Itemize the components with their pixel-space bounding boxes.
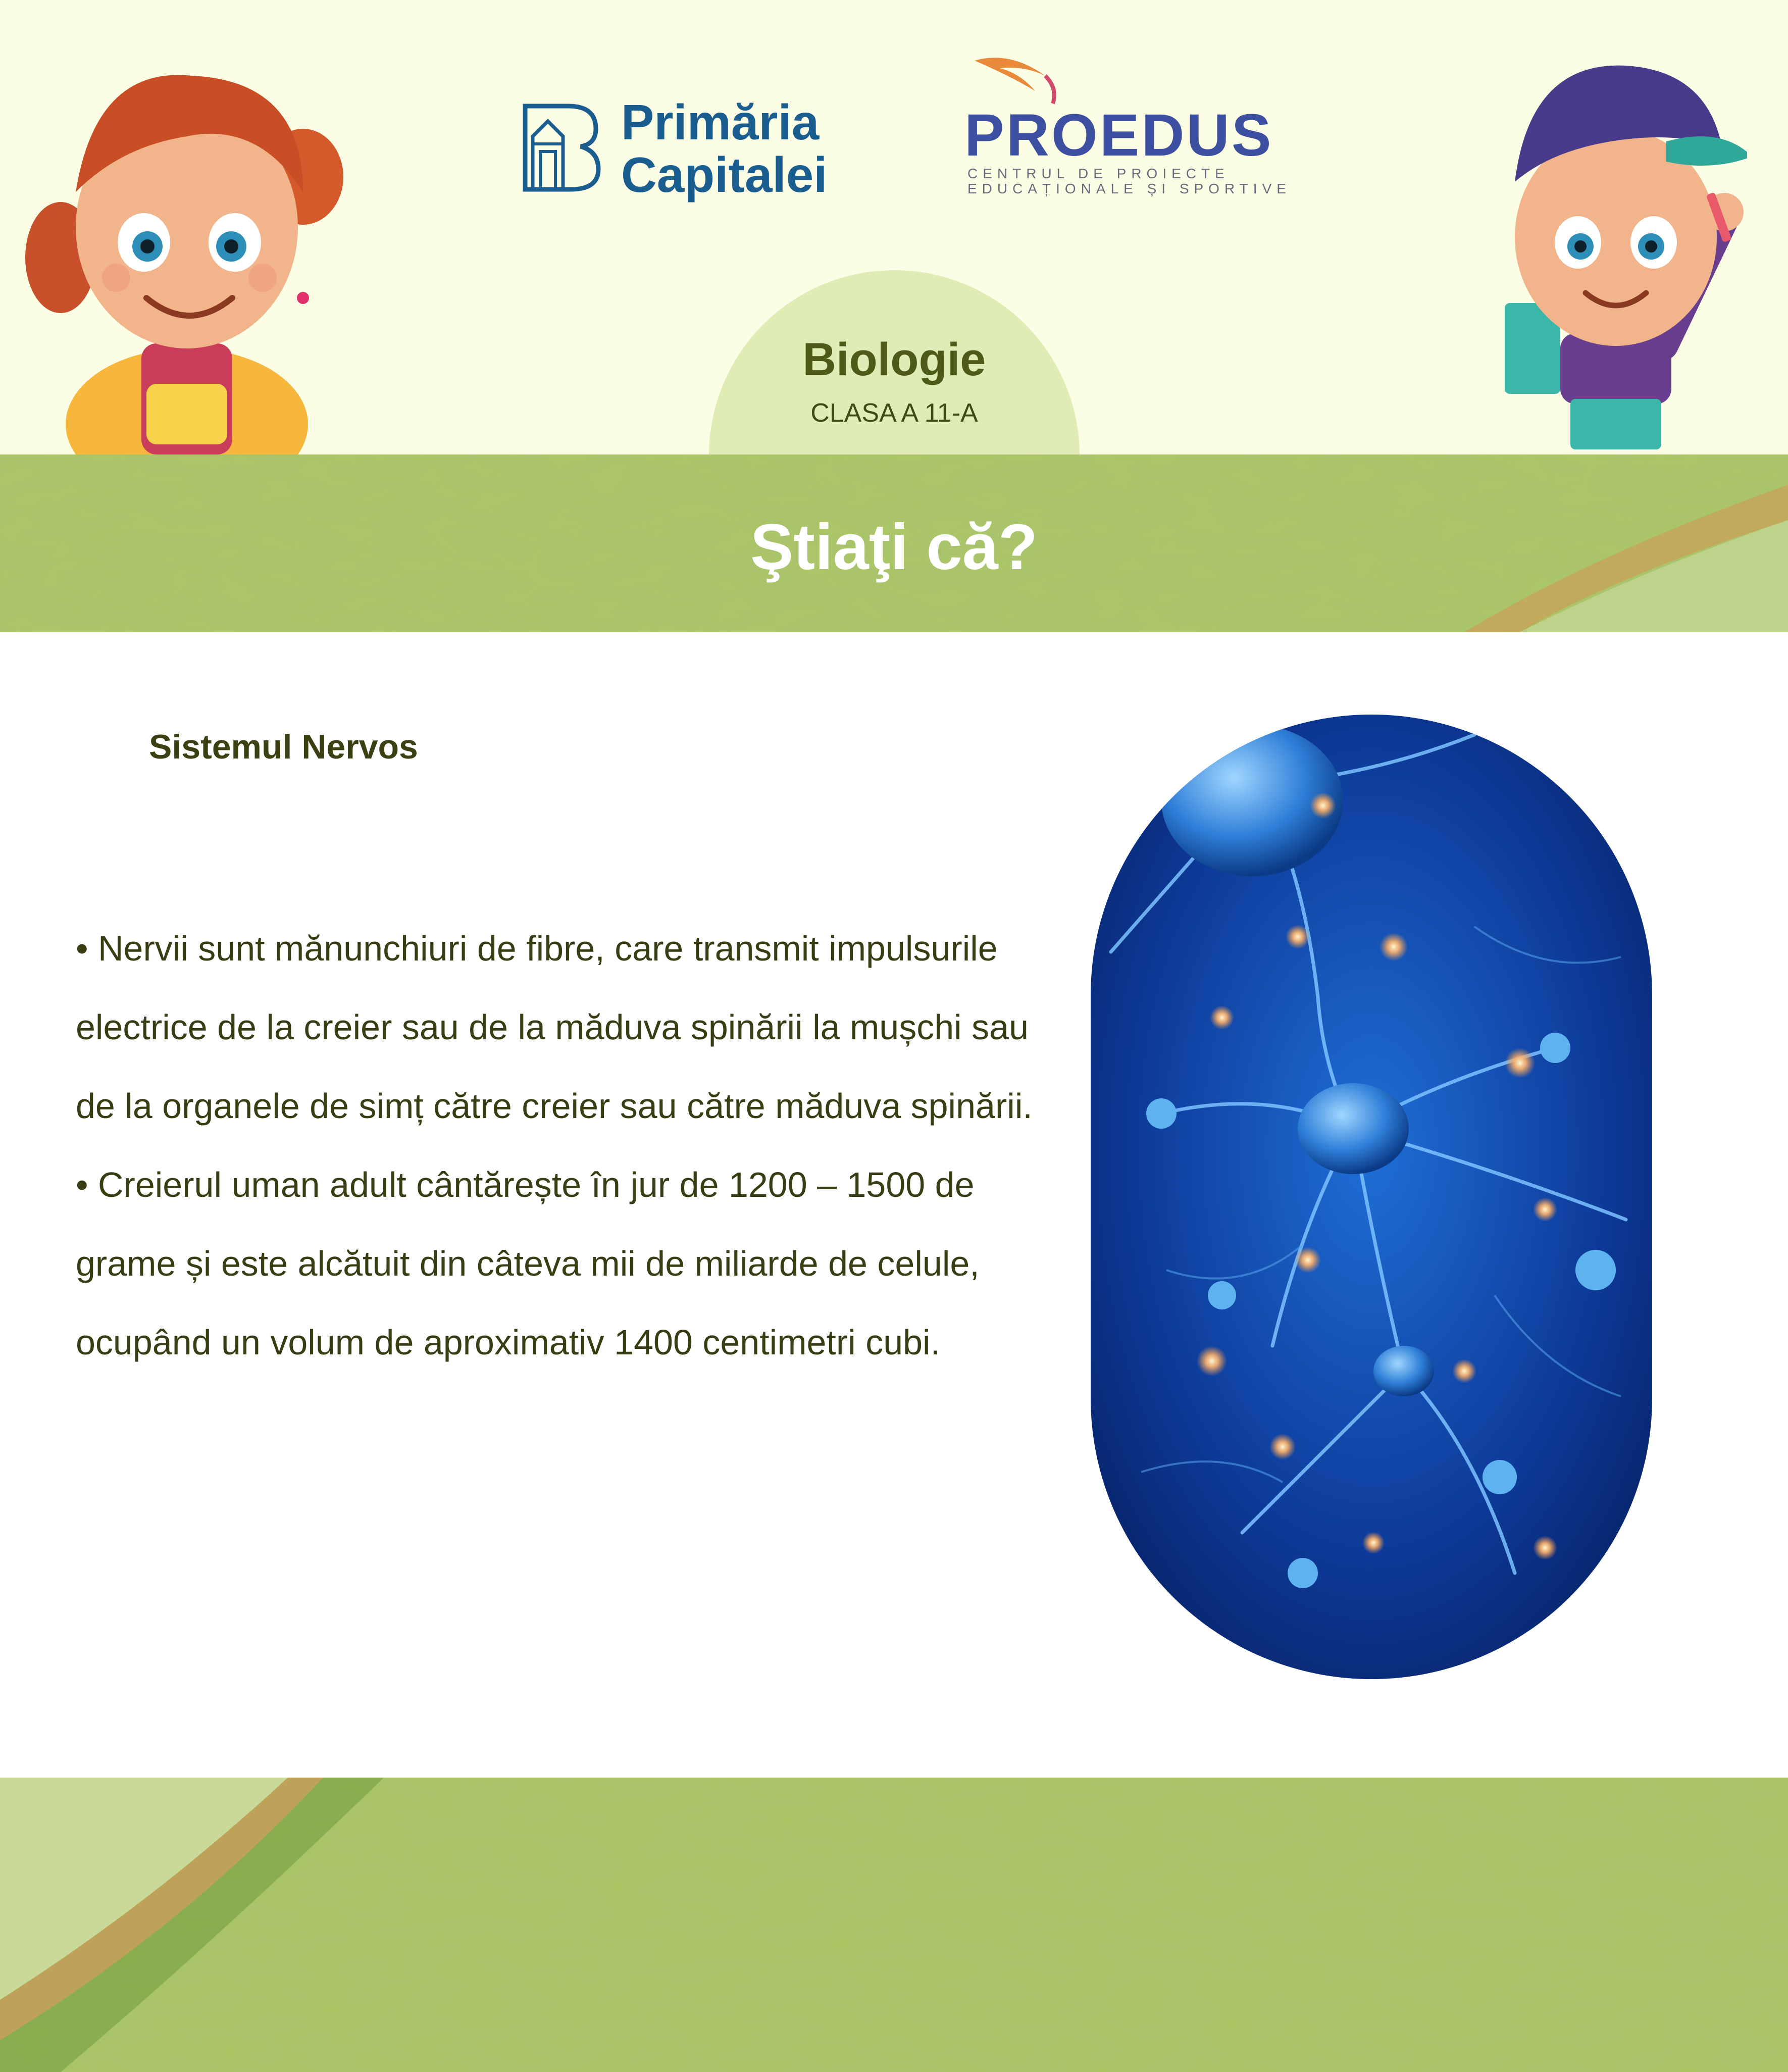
proedus-logo <box>964 50 1291 197</box>
boy-mascot-illustration <box>1485 50 1747 454</box>
neuron-image <box>1091 715 1652 1679</box>
body-text <box>76 909 1045 1382</box>
banner-title: Ştiaţi că? <box>750 511 1038 583</box>
bottom-texture-band <box>0 1778 1788 2072</box>
primaria-logo-line1: Primăria <box>621 94 820 150</box>
primaria-capitalei-logo <box>520 96 848 207</box>
primaria-logo-line2: Capitalei <box>621 147 828 203</box>
proedus-logo-word: PROEDUS <box>964 102 1273 169</box>
section-title: Sistemul Nervos <box>149 728 418 766</box>
proedus-flame-icon <box>969 50 1070 106</box>
paragraph-brain: • Creierul uman adult cântărește în jur de 1200 – 1500 de grame și este alcătuit din câteva mii de miliarde de celule, ocupând un volum de aproximativ 1400 centimetri cubi. <box>76 1165 980 1362</box>
class-label: CLASA A 11-A <box>810 398 978 428</box>
proedus-logo-sub1: CENTRUL DE PROIECTE <box>967 166 1230 181</box>
subject-title: Biologie <box>802 334 986 385</box>
primaria-building-icon <box>520 101 601 192</box>
girl-mascot-illustration <box>20 61 364 454</box>
paragraph-nerves: • Nervii sunt mănunchiuri de fibre, care transmit impulsurile electrice de la creier sau de la măduva spinării la mușchi sau de la organele de simț către creier sau către măduva spinării. <box>76 929 1033 1126</box>
proedus-logo-sub2: EDUCAȚIONALE ȘI SPORTIVE <box>967 181 1291 196</box>
page-header <box>0 0 1788 454</box>
primaria-logo-text <box>621 96 827 201</box>
